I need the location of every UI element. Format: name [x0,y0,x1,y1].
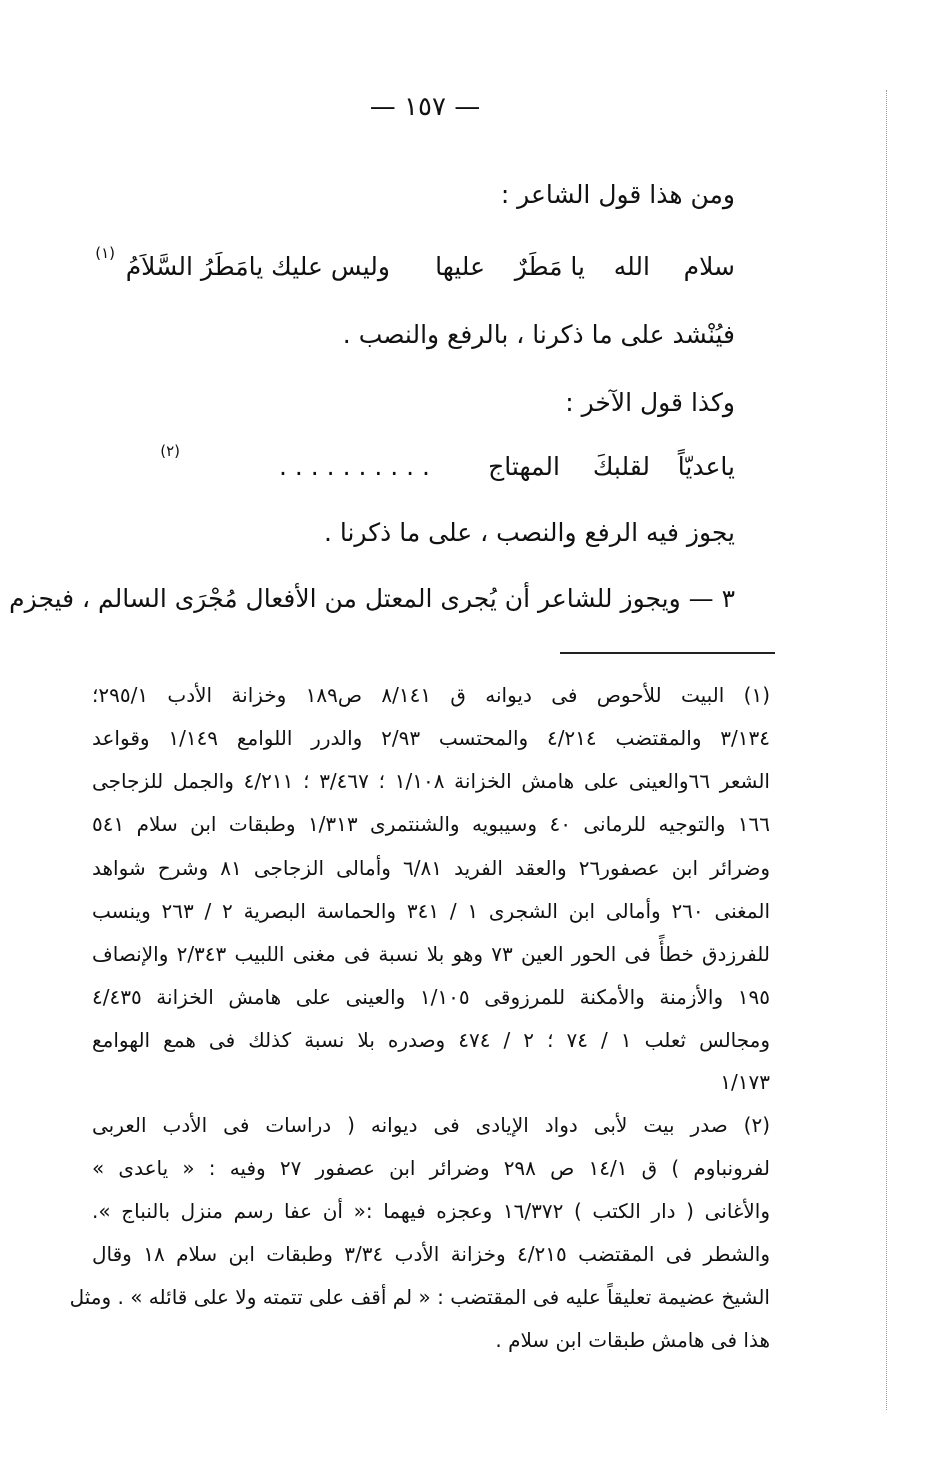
verse-1 [80,244,735,286]
footnote-1-line: ومجالس ثعلب ١ / ٧٤ ؛ ٢ / ٤٧٤ وصدره بلا نسبة كذلك فى همع الهوامع [92,1028,771,1052]
verse-1-word-2: الله [613,252,650,281]
footnote-separator [560,652,775,654]
footnote-ref-2: (٢) [160,442,180,460]
verse-2-word-2: لقلبكَ [592,452,650,481]
footnote-1-line: ٣/١٣٤ والمقتضب ٤/٢١٤ والمحتسب ٢/٩٣ والدرر اللوامع ١/١٤٩ وقواعد [92,726,770,750]
verse-2-ellipsis: . . . . . . . . . . [279,452,430,481]
body-line-2: فيُنْشد على ما ذكرنا ، بالرفع والنصب . [342,320,735,349]
footnote-1-line: ١/١٧٣ [720,1070,770,1094]
footnote-1-line: وضرائر ابن عصفور٢٦ والعقد الفريد ٦/٨١ وأمالى الزجاجى ٨١ وشرح شواهد [92,856,770,880]
verse-2 [80,442,735,486]
footnote-1-line: (١) البيت للأحوص فى ديوانه ق ٨/١٤١ ص١٨٩ وخزانة الأدب ٢٩٥/١؛ [92,683,770,707]
footnote-1-line: الشعر ٦٦والعينى على هامش الخزانة ١/١٠٨ ؛ ٣/٤٦٧ ؛ ٤/٢١١ والجمل للزجاجى [92,769,770,793]
verse-1-word-3: يا مَطَرٌ [514,252,585,281]
verse-2-word-3: المهتاج [488,452,560,481]
verse-1-word-5: وليس عليك يامَطَرُ السَّلاَمُ [125,252,390,281]
footnote-1-line: للفرزدق خطأً فى الحور العين ٧٣ وهو بلا نسبة فى مغنى اللبيب ٢/٣٤٣ والإنصاف [92,942,770,966]
body-line-4: ٣ — ويجوز للشاعر أن يُجرى المعتل من الأفعال مُجْرَى السالم ، فيجزم [9,584,735,613]
body-line-3: يجوز فيه الرفع والنصب ، على ما ذكرنا . [323,518,735,547]
footnote-2-line: (٢) صدر بيت لأبى دواد الإيادى فى ديوانه ( دراسات فى الأدب العربى [92,1113,770,1137]
footnote-2-line: لفرونباوم ) ق ١٤/١ ص ٢٩٨ وضرائر ابن عصفور ٢٧ وفيه : « ياعدى » [92,1156,770,1180]
intro-line-2: وكذا قول الآخر : [565,388,735,417]
footnote-1-line: ١٩٥ والأزمنة والأمكنة للمرزوقى ١/١٠٥ والعينى على هامش الخزانة ٤/٤٣٥ [92,985,770,1009]
verse-1-word-1: سلام [683,252,735,281]
footnote-ref-1: (١) [95,244,115,262]
footnote-1-line: ١٦٦ والتوجيه للرمانى ٤٠ وسيبويه والشنتمرى ١/٣١٣ وطبقات ابن سلام ٥٤١ [92,812,770,836]
verse-1-word-4: عليها [435,252,485,281]
footnote-2-line: والشطر فى المقتضب ٤/٢١٥ وخزانة الأدب ٣/٣٤ وطبقات ابن سلام ١٨ وقال [92,1242,770,1266]
verse-2-word-1: ياعديّاً [677,452,735,481]
intro-line-1: ومن هذا قول الشاعر : [500,180,735,209]
footnote-2-line: والأغانى ( دار الكتب ) ١٦/٣٧٢ وعجزه فيهما :« أن عفا رسم منزل بالنباج ». [92,1199,770,1223]
page-number: — ١٥٧ — [369,92,481,122]
margin-rule [886,90,888,1410]
footnote-1-line: المغنى ٢٦٠ وأمالى ابن الشجرى ١ / ٣٤١ والحماسة البصرية ٢ / ٢٦٣ وينسب [92,899,771,923]
footnote-2-line: هذا فى هامش طبقات ابن سلام . [495,1328,770,1352]
footnote-2-line: الشيخ عضيمة تعليقاً عليه فى المقتضب : « لم أقف على تتمته ولا على قائله » . ومثل [69,1285,770,1309]
